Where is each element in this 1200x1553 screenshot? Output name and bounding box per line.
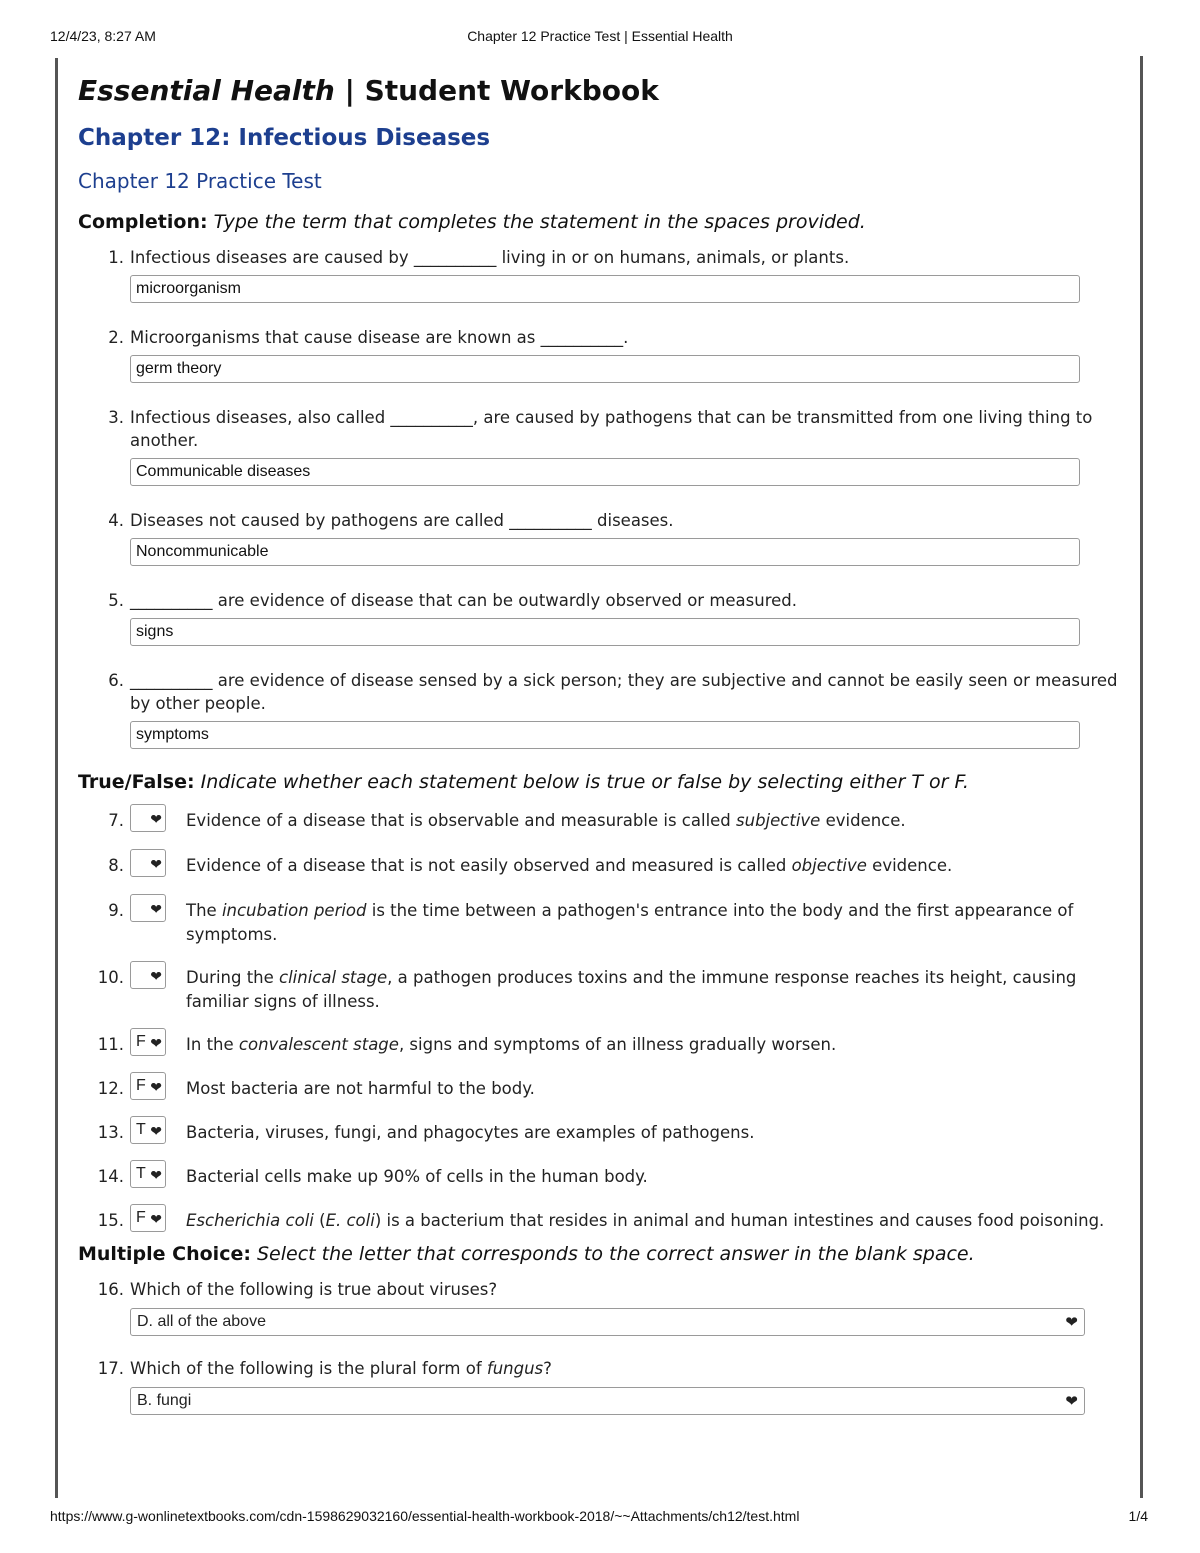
chevron-down-icon: ❤ — [150, 1167, 162, 1183]
question-number: 1. — [108, 248, 124, 267]
question-number: 6. — [108, 671, 124, 690]
text-part: In the — [186, 1035, 239, 1054]
answer-input-1[interactable]: microorganism — [130, 275, 1080, 303]
text-part: Evidence of a disease that is observable and measurable is called — [186, 811, 737, 830]
question-number: 9. — [108, 901, 124, 920]
chevron-down-icon: ❤ — [150, 1123, 162, 1139]
chevron-down-icon: ❤ — [150, 901, 162, 917]
true-false-label: True/False: — [78, 771, 195, 793]
text-part: ? — [543, 1359, 552, 1378]
question-number: 15. — [97, 1211, 124, 1230]
print-page-number: 1/4 — [1128, 1508, 1148, 1524]
answer-input-4[interactable]: Noncommunicable — [130, 538, 1080, 566]
completion-label: Completion: — [78, 211, 208, 233]
question-text: __________ are evidence of disease sensed by a sick person; they are subjective and cannot be easily seen or measured by other people. — [130, 671, 1118, 713]
question-text — [186, 1072, 1128, 1101]
term: subjective — [736, 811, 821, 830]
answer-input-6[interactable]: symptoms — [130, 721, 1080, 749]
selected-value: B. fungi — [137, 1392, 192, 1409]
book-title-rest: | Student Workbook — [334, 74, 659, 107]
tf-question-9 — [78, 894, 1128, 947]
text-part: , signs and symptoms of an illness gradually worsen. — [398, 1035, 837, 1054]
text-part: The — [186, 901, 222, 920]
question-text — [130, 1278, 1128, 1301]
text-part: Which of the following is the plural form of — [130, 1359, 487, 1378]
term: fungus — [486, 1359, 544, 1378]
text-part: Most bacteria are not harmful to the body. — [186, 1079, 535, 1098]
question-number: 14. — [97, 1167, 124, 1186]
chevron-down-icon: ❤ — [150, 968, 162, 984]
test-title: Chapter 12 Practice Test — [78, 169, 322, 193]
print-footer — [0, 1508, 1200, 1528]
text-part: , a pathogen produces toxins and the immune response reaches its height, causing familiar signs of illness. — [186, 968, 1077, 1011]
tf-select-7[interactable] — [130, 804, 166, 832]
tf-select-8[interactable] — [130, 849, 166, 877]
question-number: 8. — [108, 856, 124, 875]
tf-select-10[interactable] — [130, 961, 166, 989]
print-page-title: Chapter 12 Practice Test | Essential Health — [467, 28, 733, 44]
multiple-choice-heading — [78, 1241, 1128, 1267]
question-text — [130, 1357, 1128, 1380]
question-text: Infectious diseases are caused by __________ living in or on humans, animals, or plants. — [130, 248, 850, 267]
term: E. coli — [325, 1211, 375, 1230]
text-part: evidence. — [820, 811, 906, 830]
answer-input-3[interactable]: Communicable diseases — [130, 458, 1080, 486]
completion-question-6 — [78, 669, 1128, 749]
question-text: Diseases not caused by pathogens are called __________ diseases. — [130, 511, 674, 530]
answer-input-5[interactable]: signs — [130, 618, 1080, 646]
question-text: Microorganisms that cause disease are known as __________. — [130, 328, 629, 347]
term: Escherichia coli — [186, 1211, 314, 1230]
frame-border-right — [1140, 56, 1143, 1498]
tf-select-15[interactable] — [130, 1204, 166, 1232]
question-number: 10. — [97, 968, 124, 987]
question-text — [186, 849, 1128, 878]
tf-question-7 — [78, 804, 1128, 833]
true-false-heading — [78, 769, 1128, 795]
tf-select-13[interactable] — [130, 1116, 166, 1144]
selected-value: D. all of the above — [137, 1313, 266, 1330]
completion-question-1 — [78, 246, 1128, 303]
tf-question-8 — [78, 849, 1128, 878]
question-text — [186, 961, 1128, 1014]
completion-question-3 — [78, 406, 1128, 486]
question-number: 11. — [97, 1035, 124, 1054]
tf-question-14 — [78, 1160, 1128, 1189]
tf-question-15 — [78, 1204, 1128, 1233]
worksheet-content — [78, 72, 1128, 1415]
chevron-down-icon: ❤ — [150, 811, 162, 827]
term: convalescent stage — [238, 1035, 399, 1054]
question-number: 17. — [97, 1359, 124, 1378]
question-number: 12. — [97, 1079, 124, 1098]
chevron-down-icon: ❤ — [150, 1035, 162, 1051]
question-text — [186, 1028, 1128, 1057]
true-false-instruction: Indicate whether each statement below is true or false by selecting either T or F. — [194, 771, 969, 793]
multiple-choice-instruction: Select the letter that corresponds to the correct answer in the blank space. — [250, 1243, 975, 1265]
tf-select-9[interactable] — [130, 894, 166, 922]
tf-question-13 — [78, 1116, 1128, 1145]
term: incubation period — [221, 901, 367, 920]
text-part: Evidence of a disease that is not easily observed and measured is called — [186, 856, 792, 875]
print-url: https://www.g-wonlinetextbooks.com/cdn-1598629032160/essential-health-workbook-2018/~~Attachments/ch12/test.html — [50, 1508, 800, 1524]
multiple-choice-label: Multiple Choice: — [78, 1243, 251, 1265]
chevron-down-icon: ❤ — [150, 1211, 162, 1227]
completion-question-4 — [78, 509, 1128, 566]
question-text — [186, 804, 1128, 833]
chevron-down-icon: ❤ — [150, 856, 162, 872]
tf-select-14[interactable] — [130, 1160, 166, 1188]
term: clinical stage — [279, 968, 388, 987]
text-part: ) is a bacterium that resides in animal and human intestines and causes food poisoning. — [374, 1211, 1105, 1230]
completion-question-5 — [78, 589, 1128, 646]
completion-instruction: Type the term that completes the statement in the spaces provided. — [207, 211, 866, 233]
selected-value: F — [136, 1077, 146, 1094]
text-part: evidence. — [866, 856, 953, 875]
question-number: 7. — [108, 811, 124, 830]
question-number: 4. — [108, 511, 124, 530]
text-part: Which of the following is true about viruses? — [130, 1280, 498, 1299]
completion-heading — [78, 209, 1128, 235]
question-text — [186, 1116, 1128, 1145]
term: objective — [791, 856, 867, 875]
tf-question-11 — [78, 1028, 1128, 1057]
tf-select-11[interactable] — [130, 1028, 166, 1056]
tf-select-12[interactable] — [130, 1072, 166, 1100]
question-number: 5. — [108, 591, 124, 610]
question-text — [186, 1160, 1128, 1189]
book-title — [78, 72, 1128, 110]
chevron-down-icon: ❤ — [150, 1079, 162, 1095]
text-part: Bacteria, viruses, fungi, and phagocytes are examples of pathogens. — [186, 1123, 755, 1142]
completion-question-2 — [78, 326, 1128, 383]
chevron-down-icon: ❤ — [1065, 1314, 1078, 1331]
question-text: __________ are evidence of disease that can be outwardly observed or measured. — [130, 591, 798, 610]
mc-select-16[interactable] — [130, 1308, 1085, 1336]
chevron-down-icon: ❤ — [1065, 1393, 1078, 1410]
book-title-italic: Essential Health — [78, 74, 335, 107]
text-part: ( — [313, 1211, 326, 1230]
mc-question-17 — [78, 1357, 1128, 1415]
question-number: 13. — [97, 1123, 124, 1142]
answer-input-2[interactable]: germ theory — [130, 355, 1080, 383]
question-text — [186, 894, 1128, 947]
question-number: 3. — [108, 408, 124, 427]
selected-value: F — [136, 1209, 146, 1226]
mc-question-16 — [78, 1278, 1128, 1336]
text-part: is the time between a pathogen's entrance into the body and the first appearance of symptoms. — [186, 901, 1074, 944]
mc-select-17[interactable] — [130, 1387, 1085, 1415]
selected-value: T — [136, 1165, 146, 1182]
question-number: 2. — [108, 328, 124, 347]
question-text — [186, 1204, 1128, 1233]
question-text: Infectious diseases, also called __________, are caused by pathogens that can be transmitted from one living thing to another. — [130, 408, 1093, 450]
tf-question-12 — [78, 1072, 1128, 1101]
question-number: 16. — [97, 1280, 124, 1299]
selected-value: F — [136, 1033, 146, 1050]
chapter-title: Chapter 12: Infectious Diseases — [78, 125, 491, 151]
print-header — [0, 28, 1200, 48]
text-part: Bacterial cells make up 90% of cells in the human body. — [186, 1167, 648, 1186]
selected-value: T — [136, 1121, 146, 1138]
print-datetime: 12/4/23, 8:27 AM — [50, 28, 156, 44]
tf-question-10 — [78, 961, 1128, 1014]
frame-border-left — [55, 58, 58, 1498]
text-part: During the — [186, 968, 280, 987]
